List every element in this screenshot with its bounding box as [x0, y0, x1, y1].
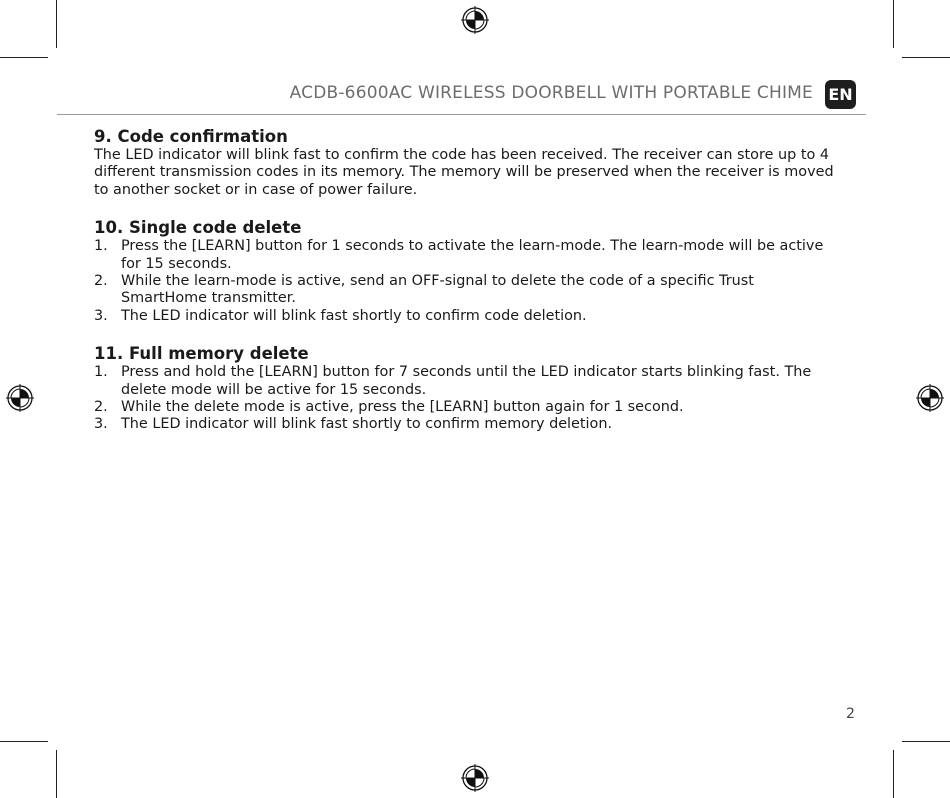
- numbered-list: [94, 238, 839, 325]
- section-single-code-delete: [94, 218, 839, 325]
- section-spacer: [94, 199, 839, 218]
- crop-mark: [0, 741, 48, 742]
- crop-mark: [902, 57, 950, 58]
- section-title: 9. Code confirmation: [94, 127, 288, 146]
- list-item-text: While the learn-mode is active, send an OFF-signal to delete the code of a specific Trust SmartHome transmitter.: [121, 273, 754, 307]
- list-item-text: Press the [LEARN] button for 1 seconds to activate the learn-mode. The learn-mode will be active for 15 seconds.: [121, 238, 824, 272]
- crop-mark: [56, 0, 57, 48]
- header-divider: [57, 114, 866, 115]
- section-title: 11. Full memory delete: [94, 344, 309, 364]
- list-number: 2.: [94, 399, 108, 416]
- list-item: [94, 364, 839, 399]
- list-item-text: The LED indicator will blink fast shortly to confirm code deletion.: [121, 307, 587, 324]
- list-item: [94, 416, 839, 433]
- crop-mark: [893, 750, 894, 798]
- list-number: 2.: [94, 273, 108, 290]
- registration-mark-icon: [461, 6, 489, 34]
- list-number: 3.: [94, 416, 108, 433]
- list-number: 1.: [94, 238, 108, 255]
- list-item: [94, 399, 839, 416]
- list-number: 3.: [94, 307, 108, 324]
- list-item-text: Press and hold the [LEARN] button for 7 seconds until the LED indicator starts blinking fast. The delete mode will be active for 15 seconds.: [121, 364, 812, 398]
- list-item: [94, 238, 839, 273]
- page-number: 2: [846, 706, 855, 722]
- list-number: 1.: [94, 364, 108, 381]
- list-item-text: The LED indicator will blink fast shortly to confirm memory deletion.: [121, 416, 613, 433]
- language-badge: EN: [825, 80, 856, 109]
- section-full-memory-delete: [94, 344, 839, 434]
- numbered-list: [94, 364, 839, 434]
- header-title: ACDB-6600AC WIRELESS DOORBELL WITH PORTABLE CHIME: [289, 83, 813, 103]
- registration-mark-icon: [461, 764, 489, 792]
- crop-mark: [56, 750, 57, 798]
- section-paragraph: The LED indicator will blink fast to confirm the code has been received. The receiver can store up to 4 different transmission codes in its memory. The memory will be preserved when the receiver is moved to another socket or in case of power failure.: [94, 147, 834, 198]
- crop-mark: [893, 0, 894, 48]
- section-spacer: [94, 325, 839, 344]
- registration-mark-icon: [6, 384, 34, 412]
- section-title: 10. Single code delete: [94, 218, 302, 238]
- document-content: [94, 127, 839, 434]
- list-item: [94, 273, 839, 308]
- list-item-text: While the delete mode is active, press the [LEARN] button again for 1 second.: [121, 399, 684, 416]
- crop-mark: [0, 57, 48, 58]
- crop-mark: [902, 741, 950, 742]
- section-code-confirmation: [94, 127, 839, 199]
- registration-mark-icon: [916, 384, 944, 412]
- list-item: [94, 308, 839, 325]
